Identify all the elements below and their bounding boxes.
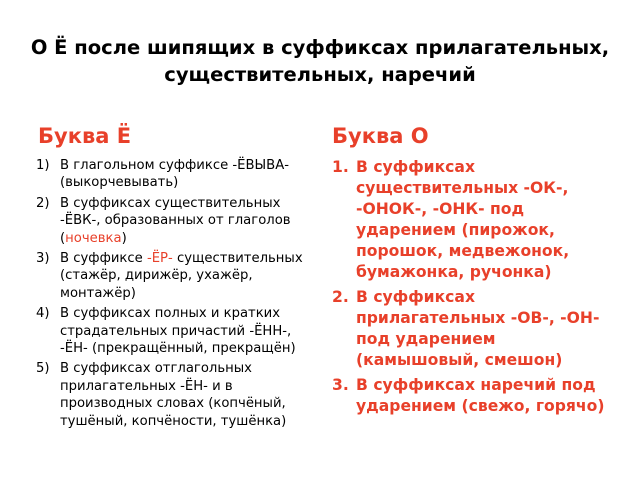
- slide-title: О Ё после шипящих в суффиксах прилагательных, существительных, наречий: [30, 36, 610, 86]
- list-item-text-end: существительных (стажёр, дирижёр, ухажёр, монтажёр): [60, 251, 303, 301]
- list-item-text: В суффиксах прилагательных -ОВ-, -ОН- под ударением (камышовый, смешон): [356, 288, 600, 369]
- list-item: [332, 375, 612, 417]
- list-item: [332, 157, 612, 283]
- list-item: [36, 305, 312, 357]
- list-item: [36, 360, 312, 430]
- list-item-text: В суффиксах отглагольных прилагательных -ЁН- и в производных словах (копчёный, тушёный, копчёности, тушёнка): [60, 361, 287, 429]
- list-item-text: В суффиксах полных и кратких страдательных причастий -ЁНН-, -ЁН- (прекращённый, прекращён): [60, 306, 296, 357]
- highlighted-example: ночевка: [65, 230, 122, 246]
- list-item-number: 2): [36, 195, 50, 211]
- list-item-text: В суффиксе: [60, 251, 147, 267]
- list-item: [36, 195, 312, 247]
- yo-rules-list: [36, 157, 312, 433]
- list-item-number: 3): [36, 251, 50, 267]
- list-item-number: 1): [36, 158, 50, 173]
- list-item-number: 1.: [332, 158, 349, 176]
- o-rules-list: [332, 157, 612, 421]
- list-item-text: В суффиксах наречий под ударением (свежо, горячо): [356, 376, 605, 415]
- heading-letter-yo: Буква Ё: [38, 124, 132, 148]
- list-item: [36, 250, 312, 302]
- heading-letter-o: Буква О: [332, 124, 429, 148]
- list-item-number: 2.: [332, 288, 349, 306]
- list-item: [36, 157, 312, 192]
- list-item-text-end: ): [121, 230, 127, 246]
- list-item-text: В суффиксах существительных -ОК-, -ОНОК-, -ОНК- под ударением (пирожок, порошок, медвежонок, бумажонка, ручонка): [356, 158, 570, 281]
- list-item-number: 4): [36, 306, 50, 322]
- list-item-number: 5): [36, 361, 50, 377]
- list-item-text: В суффиксах существительных -ЁВК-, образованных от глаголов (: [60, 195, 291, 246]
- list-item-number: 3.: [332, 376, 349, 394]
- list-item: [332, 287, 612, 371]
- list-item-text: В глагольном суффиксе -ЁВЫВА- (выкорчевывать): [60, 158, 290, 191]
- highlighted-suffix: -ЁР-: [146, 251, 173, 267]
